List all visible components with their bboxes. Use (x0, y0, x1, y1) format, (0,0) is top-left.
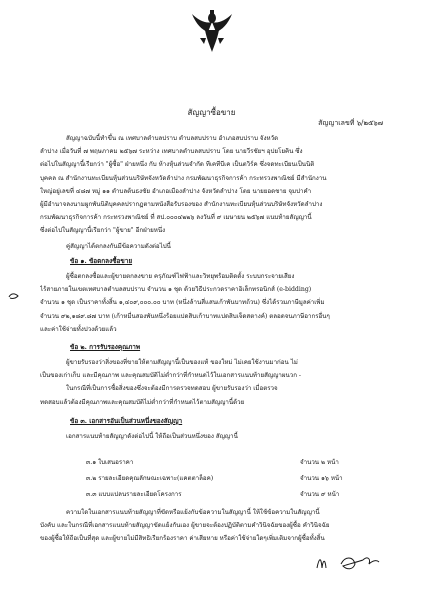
attachment-pages: จำนวน ๒ หน้า (300, 459, 339, 466)
clause-3-closing-line: บังคับ และในกรณีที่เอกสารแนบท้ายสัญญาขัดแย้งกันเอง ผู้ขายจะต้องปฏิบัติตามคำวินิจฉัยของผู้ซื้อ คำวินิจฉัย (40, 522, 330, 530)
intro-line: กรมพัฒนาธุรกิจการค้า กระทรวงพาณิชย์ ที่ สป.๐๐๐๔๒๒๖ ลงวันที่ ๙ เมษายน ๒๕๖๗ แนบท้ายสัญญานี้ (40, 214, 312, 222)
clause-1-heading: ข้อ ๑. ข้อตกลงซื้อขาย (70, 257, 133, 265)
intro-line: ผู้มีอำนาจลงนามผูกพันนิติบุคคลปรากฏตามหนังสือรับรองของ สำนักงานทะเบียนหุ้นส่วนบริษัทจังหวัดลำปาง (40, 201, 323, 209)
clause-2-body (40, 356, 385, 409)
clause-1-line: จำนวน ๑ ชุด เป็นราคาทั้งสิ้น ๑,๔๐๙,๐๐๐.๐๐ บาท (หนึ่งล้านสี่แสนเก้าพันบาทถ้วน) ซึ่งได้รวมภาษีมูลค่าเพิ่ม (40, 299, 325, 307)
attachment-pages: จำนวน ๑๖ หน้า (300, 475, 343, 482)
attachment-pages: จำนวน ๙ หน้า (300, 491, 340, 498)
signature-icon (313, 550, 383, 574)
clause-1-body (40, 270, 385, 336)
clause-2-line: ผู้ขายรับรองว่าสิ่งของที่ขายให้ตามสัญญานี้เป็นของแท้ ของใหม่ ไม่เคยใช้งานมาก่อน ไม่ (66, 359, 298, 366)
contract-number: สัญญาเลขที่ ๖/๒๕๖๗ (318, 119, 383, 127)
attachment-item: ๓.๓ แบบแปลนรายละเอียดโครงการ (86, 491, 182, 498)
intro-line: ลำปาง เมื่อวันที่ ๗ พฤษภาคม ๒๕๖๗ ระหว่าง เทศบาลตำบลสบปราบ โดย นายวีรชัยฯ อุปยโยคิน ซึ่ง (40, 148, 303, 156)
attachment-item: ๓.๒ รายละเอียดคุณลักษณะเฉพาะ(แคตตาล็อค) (86, 475, 214, 482)
clause-3-intro-line: เอกสารแนบท้ายสัญญาดังต่อไปนี้ ให้ถือเป็นส่วนหนึ่งของ สัญญานี้ (66, 433, 238, 440)
clause-3-heading: ข้อ ๓. เอกสารอันเป็นส่วนหนึ่งของสัญญา (70, 417, 183, 425)
intro-line: ซึ่งต่อไปในสัญญานี้เรียกว่า "ผู้ขาย" อีกฝ่ายหนึ่ง (40, 227, 166, 235)
garuda-emblem-icon (190, 8, 234, 54)
intro-line: บุคคล ณ สำนักงานทะเบียนหุ้นส่วนบริษัทจังหวัดลำปาง กรมพัฒนาธุรกิจการค้า กระทรวงพาณิชย์ มีสำนักงาน (40, 174, 327, 182)
attachment-item: ๓.๑ ใบเสนอราคา (86, 459, 134, 466)
clause-1-line: และค่าใช้จ่ายทั้งปวงด้วยแล้ว (40, 325, 117, 333)
intro-line: สัญญาฉบับนี้ทำขึ้น ณ เทศบาลตำบลปราบ ตำบลสบปราบ อำเภอสบปราบ จังหวัด (66, 135, 279, 142)
clause-2-heading: ข้อ ๒. การรับรองคุณภาพ (70, 343, 141, 351)
clause-2-line: ทดสอบแล้วต้องมีคุณภาพและคุณสมบัติไม่ต่ำกว่าที่กำหนดไว้ตามสัญญานี้ด้วย (40, 398, 245, 406)
agreement-statement (40, 240, 385, 253)
clause-3-intro (40, 430, 385, 443)
clause-2-line: เป็นของเก่าเก็บ และมีคุณภาพ และคุณสมบัติไม่ต่ำกว่าที่กำหนดไว้ในเอกสารแนบท้ายสัญญาผนวก - (40, 372, 302, 380)
clause-3-closing-line: ของผู้ซื้อให้ถือเป็นที่สุด และผู้ขายไม่มีสิทธิเรียกร้องราคา ค่าเสียหาย หรือค่าใช้จ่ายใดๆเพิ่มเติมจากผู้ซื้อทั้งสิ้น (40, 535, 325, 543)
agreement-line: คู่สัญญาได้ตกลงกันมีข้อความดังต่อไปนี้ (66, 243, 171, 250)
clause-1-line: ผู้ซื้อตกลงซื้อและผู้ขายตกลงขาย ครุภัณฑ์ไฟฟ้าและวิทยุพร้อมติดตั้ง ระบบกระจายเสียง (66, 273, 295, 280)
intro-paragraph (40, 132, 385, 238)
clause-3-closing-line: ความใดในเอกสารแนบท้ายสัญญาที่ขัดหรือแย้งกับข้อความในสัญญานี้ ให้ใช้ข้อความในสัญญานี้ (66, 509, 320, 516)
clause-3-closing (40, 506, 385, 546)
clause-1-line: จำนวน ๙๒,๑๘๙.๘๗ บาท (เก้าหมื่นสองพันหนึ่งร้อยแปดสิบเก้าบาทแปดสิบเจ็ดสตางค์) ตลอดจนภาษีอากรอื่นๆ (40, 312, 330, 320)
clause-2-line: ในกรณีที่เป็นการซื้อสิ่งของซึ่งจะต้องมีการตรวจทดสอบ ผู้ขายรับรองว่า เมื่อตรวจ (66, 385, 278, 393)
margin-mark-icon (8, 292, 20, 300)
intro-line: ใหญ่อยู่เลขที่ ๔๘๗ หมู่ ๑๑ ตำบลต้นธงชัย อำเภอเมืองลำปาง จังหวัดลำปาง โดย นายยอดชาย จุมปาคำ (40, 187, 312, 195)
document-title: สัญญาซื้อขาย (187, 108, 236, 117)
clause-1-line: ไร้สายภายในเขตเทศบาลตำบลสบปราบ จำนวน ๑ ชุด ด้วยวิธีประกวดราคาอิเล็กทรอนิกส์ (e-bidding) (40, 286, 312, 294)
intro-line: ต่อไปในสัญญานี้เรียกว่า "ผู้ซื้อ" ฝ่ายหนึ่ง กับ ห้างหุ้นส่วนจำกัด ทีเคทีบีเค เป็นตวิร์ค ซึ่งจดทะเบียนเป็นนิติ (40, 161, 315, 169)
